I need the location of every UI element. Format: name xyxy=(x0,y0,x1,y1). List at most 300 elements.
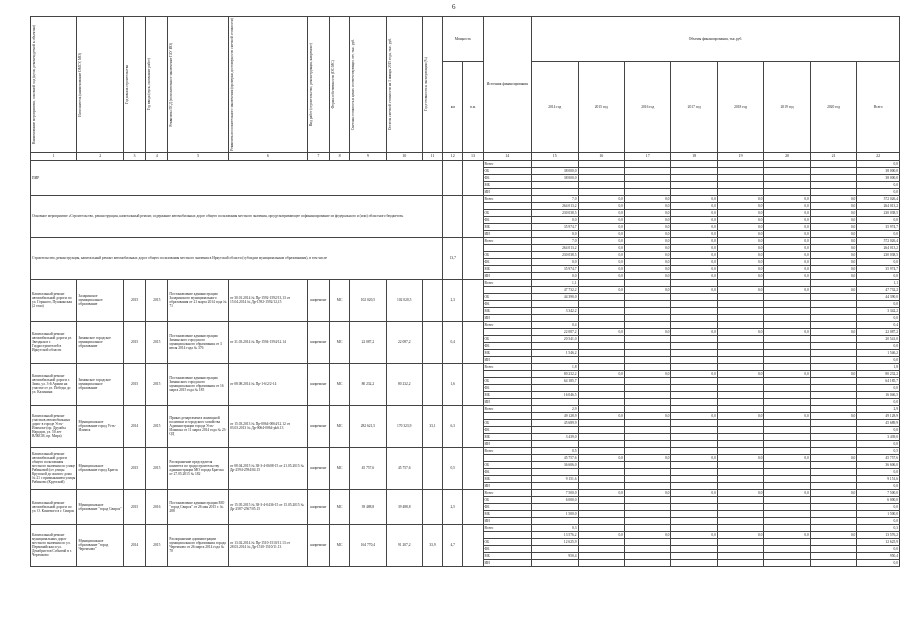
header-cost: Сметная стоимость в ценах соответствующих лет, тыс. руб. xyxy=(350,17,386,153)
cell-amount: 64 185,7 xyxy=(857,377,900,384)
cell-amount xyxy=(671,545,717,552)
cell-amount: 264 013,2 xyxy=(532,244,578,251)
cell-amount: 0,0 xyxy=(810,209,856,216)
cell-amount: 0,0 xyxy=(717,272,763,279)
cell-poz: от 13.02.2014 № Пр-1510-1510/11.13 от 28.03.2014 № Др-1510-1510/11.13 xyxy=(228,524,307,566)
cell-km xyxy=(443,195,463,237)
cell-amount: 1,1 xyxy=(857,279,900,286)
cell-amount: 0,4 xyxy=(532,321,578,328)
cell-amount: 0,0 xyxy=(671,258,717,265)
cell-amount: 0,3 xyxy=(857,524,900,531)
header-work-type: Вид работ (строительство, реконструкция, капремонт) xyxy=(307,17,329,153)
cell-amount xyxy=(578,419,624,426)
cell-amount: 0,0 xyxy=(764,286,810,293)
cell-amount: 38 000,0 xyxy=(857,174,900,181)
cell-amount: 0,0 xyxy=(624,370,670,377)
cell-amount xyxy=(624,545,670,552)
cell-source: МБ xyxy=(483,552,531,559)
cell-amount xyxy=(624,433,670,440)
cell-source: ОБ xyxy=(483,335,531,342)
cell-amount xyxy=(810,524,856,531)
cell-amount: 22 087,2 xyxy=(857,328,900,335)
cell-amount xyxy=(764,335,810,342)
cell-source: ФБ xyxy=(483,426,531,433)
cell-amount xyxy=(810,391,856,398)
cell-amount xyxy=(578,503,624,510)
cell-amount xyxy=(764,398,810,405)
cell-source: ИИ xyxy=(483,272,531,279)
cell-amount xyxy=(532,468,578,475)
cell-amount: 16 046,5 xyxy=(532,391,578,398)
cell-amount xyxy=(671,300,717,307)
cell-source: ФБ xyxy=(483,384,531,391)
cell-amount xyxy=(810,300,856,307)
cell-amount: 0,0 xyxy=(764,531,810,538)
cell-pm xyxy=(463,447,483,489)
cell-amount: 0,0 xyxy=(857,440,900,447)
cell-amount xyxy=(624,405,670,412)
cell-amount xyxy=(532,160,578,167)
cell-amount: 0,0 xyxy=(671,244,717,251)
cell-amount: 0,0 xyxy=(671,237,717,244)
cell-amount xyxy=(764,188,810,195)
cell-source: ФБ xyxy=(483,468,531,475)
column-number: 4 xyxy=(146,152,168,160)
cell-source: Всего xyxy=(483,195,531,202)
cell-rem: 22 087,2 xyxy=(386,321,422,363)
cell-amount: 0,0 xyxy=(717,265,763,272)
cell-amount xyxy=(717,475,763,482)
cell-poz: от 15.03.2013 № Пр-0064-0064/12.12 от 03.03.2013 № Др-0064-0064-pk6.13 xyxy=(228,405,307,447)
cell-amount: 0,0 xyxy=(671,195,717,202)
cell-amount xyxy=(532,440,578,447)
cell-amount xyxy=(764,517,810,524)
cell-amount xyxy=(624,510,670,517)
cell-amount xyxy=(810,475,856,482)
cell-amount xyxy=(764,524,810,531)
cell-amount xyxy=(578,545,624,552)
cell-amount xyxy=(578,510,624,517)
cell-source: ИИ xyxy=(483,482,531,489)
cell-amount xyxy=(810,377,856,384)
cell-amount xyxy=(624,377,670,384)
cell-amount: 0,0 xyxy=(764,223,810,230)
cell-amount xyxy=(578,447,624,454)
cell-source: Всего xyxy=(483,279,531,286)
cell-amount xyxy=(810,342,856,349)
cell-amount: 0,0 xyxy=(764,265,810,272)
cell-amount: 0,0 xyxy=(810,251,856,258)
cell-amount xyxy=(810,349,856,356)
cell-amount xyxy=(578,461,624,468)
cell-amount xyxy=(624,391,670,398)
cell-amount xyxy=(624,174,670,181)
column-number: 13 xyxy=(463,152,483,160)
cell-psd: Постановление администрации Зиминского городского муниципального образования от 3 июля 2014 года № 376 xyxy=(168,321,229,363)
cell-amount xyxy=(764,391,810,398)
cell-amount xyxy=(764,342,810,349)
cell-amount xyxy=(717,419,763,426)
cell-amount: 1,8 xyxy=(857,363,900,370)
cell-source: ОБ xyxy=(483,461,531,468)
cell-amount: 0,0 xyxy=(810,531,856,538)
cell-rem: 170 323,9 xyxy=(386,405,422,447)
cell-amount: 20 541,0 xyxy=(857,335,900,342)
cell-rem: 39 488,8 xyxy=(386,489,422,524)
cell-source: ИИ xyxy=(483,440,531,447)
cell-amount xyxy=(717,377,763,384)
cell-amount: 0,0 xyxy=(857,160,900,167)
cell-ys: 2015 xyxy=(123,447,145,489)
cell-amount: 3 439,0 xyxy=(532,433,578,440)
cell-amount xyxy=(764,419,810,426)
cell-name: Капитальный ремонт муниципальных дорог местного значения по ул. Первомайская и ул. Декабристов Событий в г. Черемхово xyxy=(31,524,77,566)
cell-name: Капитальный ремонт автомобильной дороги г. Зима, ул. 3-й Армии на участке от ул. Победы до ул. Калинина xyxy=(31,363,77,405)
cell-amount: 0,0 xyxy=(532,230,578,237)
header-remainder: Остаток сметной стоимости на 1 января 2015 года, тыс. руб. xyxy=(386,17,422,153)
cell-amount xyxy=(578,188,624,195)
cell-amount xyxy=(532,559,578,566)
cell-amount xyxy=(532,384,578,391)
cell-amount xyxy=(810,279,856,286)
header-capacity: Мощность xyxy=(443,17,483,62)
cell-name: Строительство, реконструкция, капитальный ремонт автомобильных дорог общего пользования местного значения в Иркутской области (субсидии муниципальным образованиям), в том числе xyxy=(31,237,443,279)
cell-source: МБ xyxy=(483,349,531,356)
cell-amount: 1,8 xyxy=(532,363,578,370)
cell-source: ОБ xyxy=(483,496,531,503)
cell-amount: 1,1 xyxy=(532,279,578,286)
cell-amount xyxy=(764,174,810,181)
header-year-2019: 2019 год xyxy=(764,61,810,152)
cell-amount xyxy=(764,552,810,559)
cell-amount xyxy=(717,552,763,559)
cell-amount: 36 606,0 xyxy=(857,461,900,468)
cell-amount xyxy=(810,356,856,363)
cell-amount: 0,0 xyxy=(764,237,810,244)
cell-amount: 0,0 xyxy=(578,209,624,216)
column-number: 19 xyxy=(717,152,763,160)
cell-amount xyxy=(624,461,670,468)
cell-amount: 0,0 xyxy=(857,482,900,489)
cell-amount: 0,0 xyxy=(810,237,856,244)
cell-amount xyxy=(717,363,763,370)
cell-amount xyxy=(810,174,856,181)
cell-amount: 35 974,7 xyxy=(857,265,900,272)
cell-name: Капитальный ремонт автомобильной дороги общего пользования местного значения по улице Рябиновой (от улицы Крупской до жилого дома № 21 с примыканием улицы Рябиново (Крупской) xyxy=(31,447,77,489)
cell-amount: 230 038,5 xyxy=(857,251,900,258)
cell-own: МС xyxy=(330,489,350,524)
cell-amount xyxy=(578,552,624,559)
cell-source xyxy=(483,454,531,461)
cell-name: Капитальный ремонт автомобильной дороги ул. Звездная в г. Гидростроителей в Иркутской области xyxy=(31,321,77,363)
cell-amount xyxy=(578,335,624,342)
cell-amount: 0,0 xyxy=(578,258,624,265)
cell-amount xyxy=(717,181,763,188)
cell-amount: 950,4 xyxy=(532,552,578,559)
cell-source: ОБ xyxy=(483,167,531,174)
cell-source: ОБ xyxy=(483,419,531,426)
cell-amount: 0,0 xyxy=(717,230,763,237)
cell-amount xyxy=(764,461,810,468)
cell-ye: 2015 xyxy=(146,524,168,566)
header-km: км xyxy=(443,61,463,152)
cell-amount xyxy=(671,342,717,349)
cell-source: ОБ xyxy=(483,251,531,258)
cell-amount: 44 390,0 xyxy=(532,293,578,300)
cell-amount xyxy=(578,517,624,524)
cell-source: ИИ xyxy=(483,230,531,237)
cell-amount xyxy=(671,426,717,433)
cell-amount xyxy=(764,405,810,412)
cell-amount xyxy=(717,293,763,300)
cell-source: ФБ xyxy=(483,258,531,265)
cell-rem: 45 757,6 xyxy=(386,447,422,489)
cell-source: ИИ xyxy=(483,559,531,566)
cell-amount: 1 500,0 xyxy=(857,510,900,517)
cell-amount: 0,0 xyxy=(671,370,717,377)
cell-work: капремонт xyxy=(307,321,329,363)
cell-amount: 0,0 xyxy=(857,517,900,524)
cell-amount: 0,0 xyxy=(717,489,763,496)
cell-amount: 0,0 xyxy=(624,244,670,251)
cell-source: Всего xyxy=(483,321,531,328)
cell-amount: 1 546,2 xyxy=(532,349,578,356)
cell-amount xyxy=(810,482,856,489)
cell-amount xyxy=(578,405,624,412)
cell-amount: 0,0 xyxy=(857,314,900,321)
cell-amount xyxy=(671,503,717,510)
column-number: 2 xyxy=(77,152,123,160)
cell-amount xyxy=(717,545,763,552)
cell-source: Всего xyxy=(483,237,531,244)
cell-amount: 16 046,5 xyxy=(857,391,900,398)
cell-amount: 0,0 xyxy=(764,370,810,377)
cell-amount xyxy=(810,188,856,195)
cell-pm xyxy=(463,237,483,279)
cell-ys: 2015 xyxy=(123,363,145,405)
cell-amount xyxy=(764,510,810,517)
cell-amount xyxy=(578,559,624,566)
cell-amount: 0,0 xyxy=(857,216,900,223)
cell-amount xyxy=(624,517,670,524)
column-number: 12 xyxy=(443,152,463,160)
cell-amount: 0,0 xyxy=(717,244,763,251)
cell-ys: 2015 xyxy=(123,489,145,524)
cell-amount xyxy=(532,545,578,552)
cell-own: МС xyxy=(330,279,350,321)
cell-amount: 0,0 xyxy=(578,195,624,202)
cell-ys: 2015 xyxy=(123,279,145,321)
cell-amount: 0,5 xyxy=(532,447,578,454)
cell-source: МБ xyxy=(483,223,531,230)
cell-source: ИИ xyxy=(483,356,531,363)
cell-amount xyxy=(671,335,717,342)
cell-amount xyxy=(671,440,717,447)
cell-amount: 49 128,9 xyxy=(857,412,900,419)
cell-amount: 0,0 xyxy=(810,370,856,377)
cell-amount: 0,0 xyxy=(857,503,900,510)
cell-amount xyxy=(810,496,856,503)
cell-amount: 264 013,2 xyxy=(532,202,578,209)
cell-amount: 0,0 xyxy=(578,216,624,223)
cell-amount xyxy=(764,496,810,503)
cell-amount xyxy=(764,181,810,188)
cell-amount xyxy=(624,300,670,307)
cell-amount xyxy=(671,559,717,566)
cell-amount: 0,0 xyxy=(671,202,717,209)
cell-amount xyxy=(810,552,856,559)
cell-source: ИИ xyxy=(483,314,531,321)
cell-amount xyxy=(764,363,810,370)
cell-amount xyxy=(532,503,578,510)
cell-amount: 13 576,2 xyxy=(857,531,900,538)
cell-amount xyxy=(624,398,670,405)
cell-amount: 6 000,0 xyxy=(532,496,578,503)
cell-amount xyxy=(764,279,810,286)
header-name: Наименование мероприятия, основной ход (цели, рекомендуемой к объектам) xyxy=(31,17,77,153)
cell-amount: 35 974,7 xyxy=(532,265,578,272)
header-ownership: Форма собственности (ОС/МС) xyxy=(330,17,350,153)
cell-source: МБ xyxy=(483,510,531,517)
cell-amount xyxy=(717,433,763,440)
header-year-2014: 2014 год xyxy=(532,61,578,152)
cell-amount xyxy=(578,300,624,307)
cell-amount xyxy=(671,188,717,195)
cell-amount xyxy=(810,398,856,405)
cell-amount xyxy=(578,160,624,167)
cell-amount: 0,0 xyxy=(764,202,810,209)
cell-pct xyxy=(422,489,442,524)
cell-amount: 0,0 xyxy=(624,223,670,230)
cell-amount xyxy=(532,342,578,349)
cell-amount: 0,0 xyxy=(764,216,810,223)
cell-amount: 0,0 xyxy=(671,251,717,258)
cell-poz: от 08.08.2014 № Пр-1-6/2/2-14 xyxy=(228,363,307,405)
cell-km: 1,6 xyxy=(443,363,463,405)
cell-pct xyxy=(422,363,442,405)
cell-amount: 0,0 xyxy=(857,300,900,307)
cell-name: ПИР xyxy=(31,160,443,195)
cell-amount: 0,0 xyxy=(624,412,670,419)
cell-own: МС xyxy=(330,447,350,489)
cell-poz: от 15.05.2015 № 38-3-4-0436-15 от 15.05.2015 № Др-2587-2567/05.15 xyxy=(228,489,307,524)
cell-amount: 6 000,0 xyxy=(857,496,900,503)
table-row xyxy=(31,195,900,202)
cell-amount xyxy=(532,181,578,188)
cell-amount xyxy=(810,461,856,468)
cell-ex: Муниципальное образование "город Черемхово" xyxy=(77,524,123,566)
column-number: 16 xyxy=(578,152,624,160)
cell-source: Всего xyxy=(483,489,531,496)
cell-work: капремонт xyxy=(307,524,329,566)
cell-pm xyxy=(463,321,483,363)
cell-amount xyxy=(717,349,763,356)
cell-amount xyxy=(717,342,763,349)
cell-cost: 45 757,6 xyxy=(350,447,386,489)
cell-amount: 0,0 xyxy=(810,230,856,237)
cell-source: ОБ xyxy=(483,538,531,545)
cell-amount: 80 232,2 xyxy=(532,370,578,377)
cell-amount xyxy=(810,503,856,510)
cell-amount: 0,0 xyxy=(717,412,763,419)
cell-amount xyxy=(671,174,717,181)
cell-amount xyxy=(624,335,670,342)
cell-amount xyxy=(810,321,856,328)
cell-cost: 39 488,8 xyxy=(350,489,386,524)
cell-amount xyxy=(578,174,624,181)
cell-amount xyxy=(671,517,717,524)
header-year-2015: 2015 год xyxy=(578,61,624,152)
cell-amount xyxy=(671,314,717,321)
cell-ys: 2014 xyxy=(123,524,145,566)
cell-amount xyxy=(532,517,578,524)
cell-amount xyxy=(671,377,717,384)
cell-amount xyxy=(810,419,856,426)
column-number-row xyxy=(31,152,900,160)
cell-rem: 91 207,2 xyxy=(386,524,422,566)
cell-amount xyxy=(764,559,810,566)
cell-name: Капитальный ремонт участков автомобильных дорог в городе Усть-Илимске (пр. Дружбы Народов, ул. 50 лет ВЛКСМ, пр. Мира) xyxy=(31,405,77,447)
cell-rem: 80 232,2 xyxy=(386,363,422,405)
cell-amount xyxy=(764,349,810,356)
cell-amount xyxy=(671,356,717,363)
cell-source xyxy=(483,370,531,377)
column-number: 5 xyxy=(168,152,229,160)
cell-amount: 45 689,9 xyxy=(857,419,900,426)
cell-amount xyxy=(624,440,670,447)
cell-amount xyxy=(671,398,717,405)
header-total: Всего xyxy=(857,61,900,152)
cell-pm xyxy=(463,405,483,447)
cell-source: ИИ xyxy=(483,517,531,524)
cell-amount: 0,0 xyxy=(810,202,856,209)
cell-amount xyxy=(624,342,670,349)
cell-amount: 0,0 xyxy=(764,489,810,496)
cell-amount: 0,0 xyxy=(810,286,856,293)
cell-amount xyxy=(624,307,670,314)
cell-amount: 0,0 xyxy=(764,251,810,258)
cell-amount: 0,0 xyxy=(857,545,900,552)
cell-amount xyxy=(764,160,810,167)
cell-poz: от 31.03.2014 № Пр-1594-1594/12.14 xyxy=(228,321,307,363)
cell-psd: Постановление администрации Зиминского городского муниципального образования от 16 марта 2015 года № 185 xyxy=(168,363,229,405)
cell-amount xyxy=(764,503,810,510)
cell-amount: 0,0 xyxy=(810,328,856,335)
cell-amount: 0,0 xyxy=(578,412,624,419)
cell-amount xyxy=(578,314,624,321)
cell-source xyxy=(483,202,531,209)
header-year-2016: 2016 год xyxy=(624,61,670,152)
cell-amount xyxy=(671,538,717,545)
header-readiness: Год готовности к эксплуатации (%) xyxy=(422,17,442,153)
cell-amount: 12 625,9 xyxy=(532,538,578,545)
cell-amount xyxy=(578,468,624,475)
cell-amount: 22 087,2 xyxy=(532,328,578,335)
cell-amount xyxy=(810,545,856,552)
cell-amount: 7,0 xyxy=(532,195,578,202)
column-number: 11 xyxy=(422,152,442,160)
cell-amount: 0,0 xyxy=(624,230,670,237)
cell-amount xyxy=(810,447,856,454)
cell-amount: 230 038,5 xyxy=(532,251,578,258)
cell-pct xyxy=(422,321,442,363)
cell-poz: от 30.01.2014 № Пр-1592-1592/13,13 от 15.04.2014 № Др-1592-1592/12,15 xyxy=(228,279,307,321)
cell-ex: Зиминское городское муниципальное образование xyxy=(77,363,123,405)
cell-ex: Муниципальное образование город Братск xyxy=(77,447,123,489)
cell-source: ФБ xyxy=(483,545,531,552)
cell-amount: 230 038,5 xyxy=(857,209,900,216)
table-row xyxy=(31,321,900,328)
